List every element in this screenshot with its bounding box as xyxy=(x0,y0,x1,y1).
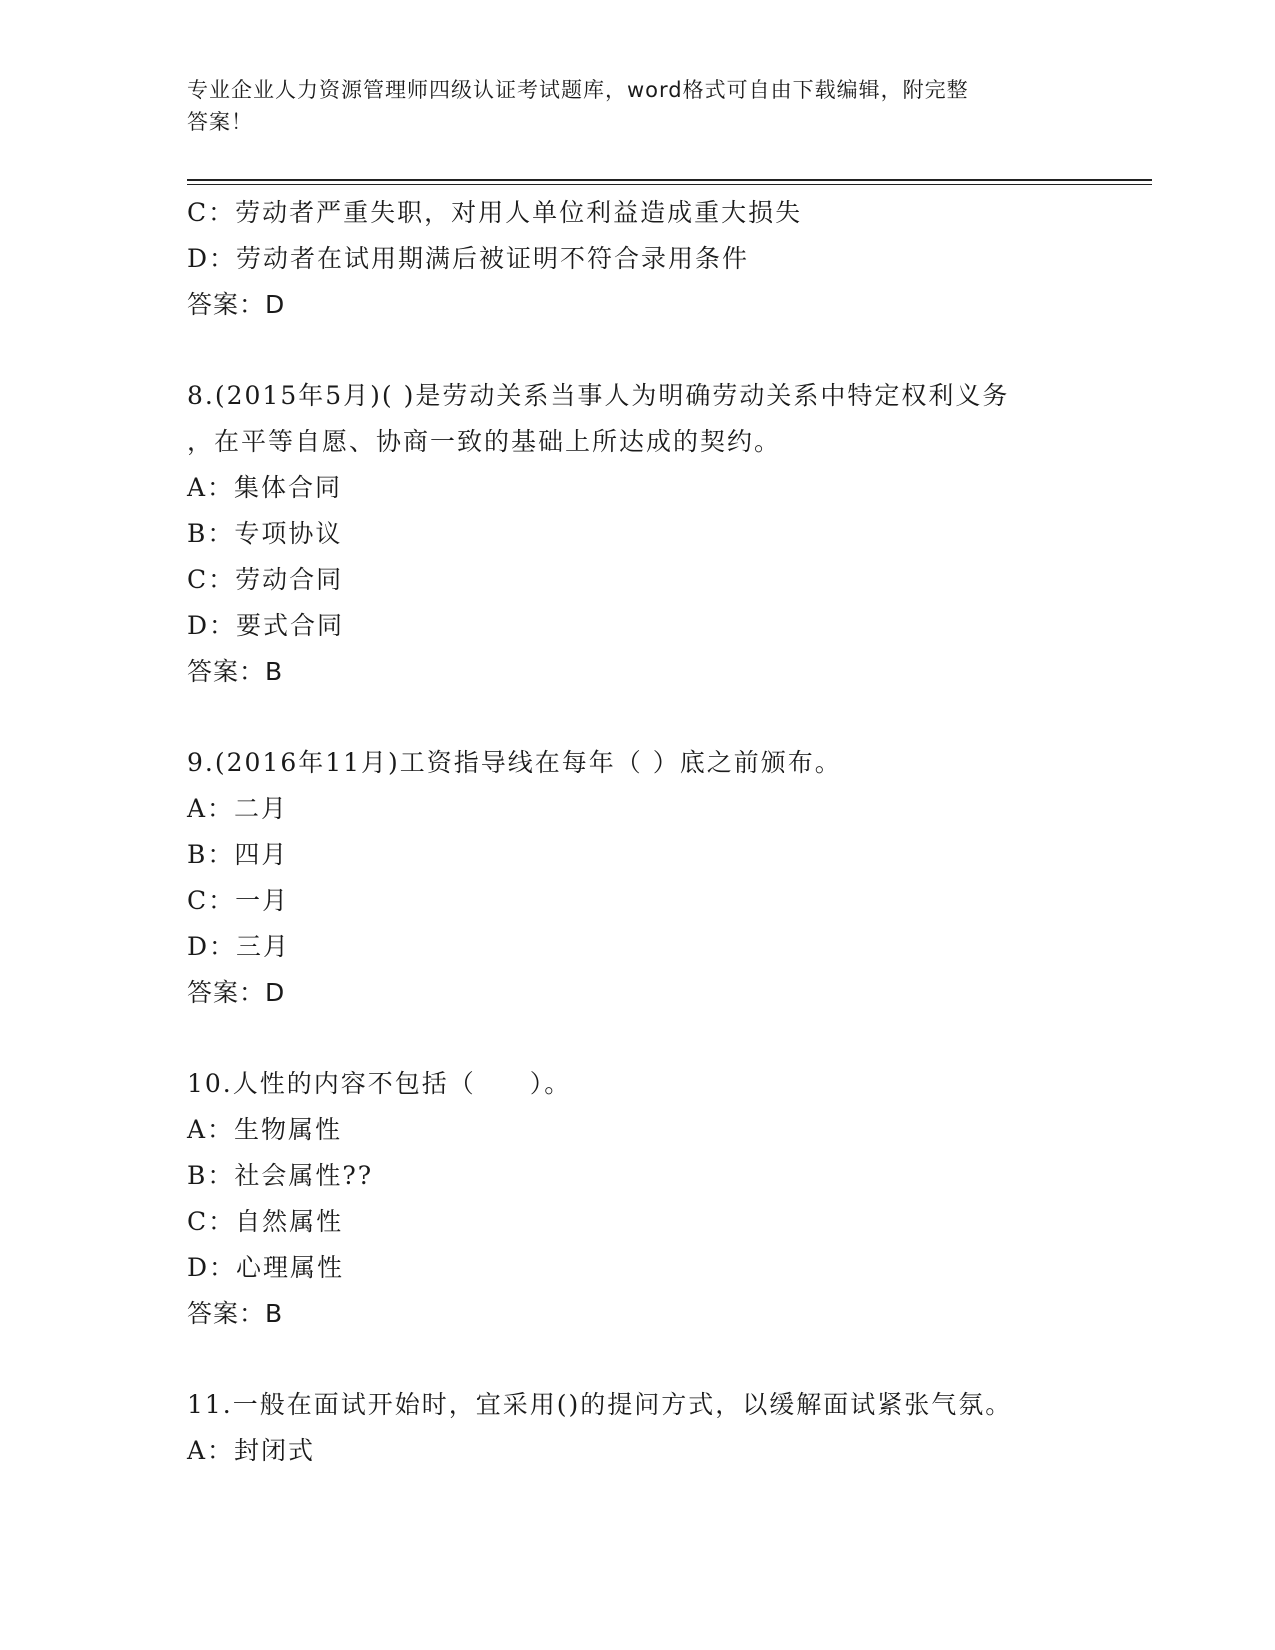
q8-stem-line-1: 8.(2015年5月)( )是劳动关系当事人为明确劳动关系中特定权利义务 xyxy=(187,381,1010,410)
q8-stem-line-2: ，在平等自愿、协商一致的基础上所达成的契约。 xyxy=(187,427,782,456)
q8-answer: 答案：B xyxy=(187,657,284,686)
question-9 xyxy=(187,740,1087,1016)
q9-stem: 9.(2016年11月)工资指导线在每年（ ）底之前颁布。 xyxy=(187,748,842,777)
question-8 xyxy=(187,373,1087,695)
q8-option-a: A：集体合同 xyxy=(187,473,343,502)
q9-option-b: B：四月 xyxy=(187,840,289,869)
header-divider-thin xyxy=(187,184,1152,185)
header-line-1: 专业企业人力资源管理师四级认证考试题库，word格式可自由下载编辑，附完整 xyxy=(187,78,969,102)
question-7-tail xyxy=(187,190,1087,328)
q10-option-c: C：自然属性 xyxy=(187,1207,344,1236)
q10-option-b: B：社会属性?? xyxy=(187,1161,374,1190)
q10-stem: 10.人性的内容不包括（ ）。 xyxy=(187,1069,572,1098)
question-11 xyxy=(187,1382,1087,1474)
spacer xyxy=(187,1337,1087,1382)
q10-answer: 答案：B xyxy=(187,1299,284,1328)
q7-option-d: D：劳动者在试用期满后被证明不符合录用条件 xyxy=(187,244,750,273)
header-divider-thick xyxy=(187,179,1152,181)
q8-option-d: D：要式合同 xyxy=(187,611,345,640)
q9-answer: 答案：D xyxy=(187,978,286,1007)
q8-option-b: B：专项协议 xyxy=(187,519,343,548)
q9-option-a: A：二月 xyxy=(187,794,289,823)
q10-option-d: D：心理属性 xyxy=(187,1253,345,1282)
q7-answer: 答案：D xyxy=(187,290,286,319)
q8-option-c: C：劳动合同 xyxy=(187,565,344,594)
spacer xyxy=(187,695,1087,740)
q10-option-a: A：生物属性 xyxy=(187,1115,343,1144)
document-header xyxy=(187,74,1067,138)
spacer xyxy=(187,328,1087,373)
q11-stem: 11.一般在面试开始时，宜采用()的提问方式，以缓解面试紧张气氛。 xyxy=(187,1390,1013,1419)
question-10 xyxy=(187,1061,1087,1337)
spacer xyxy=(187,1016,1087,1061)
q11-option-a: A：封闭式 xyxy=(187,1436,316,1465)
question-content xyxy=(187,190,1087,1474)
q9-option-c: C：一月 xyxy=(187,886,290,915)
q9-option-d: D：三月 xyxy=(187,932,291,961)
header-line-2: 答案！ xyxy=(187,110,253,134)
q7-option-c: C：劳动者严重失职，对用人单位利益造成重大损失 xyxy=(187,198,803,227)
